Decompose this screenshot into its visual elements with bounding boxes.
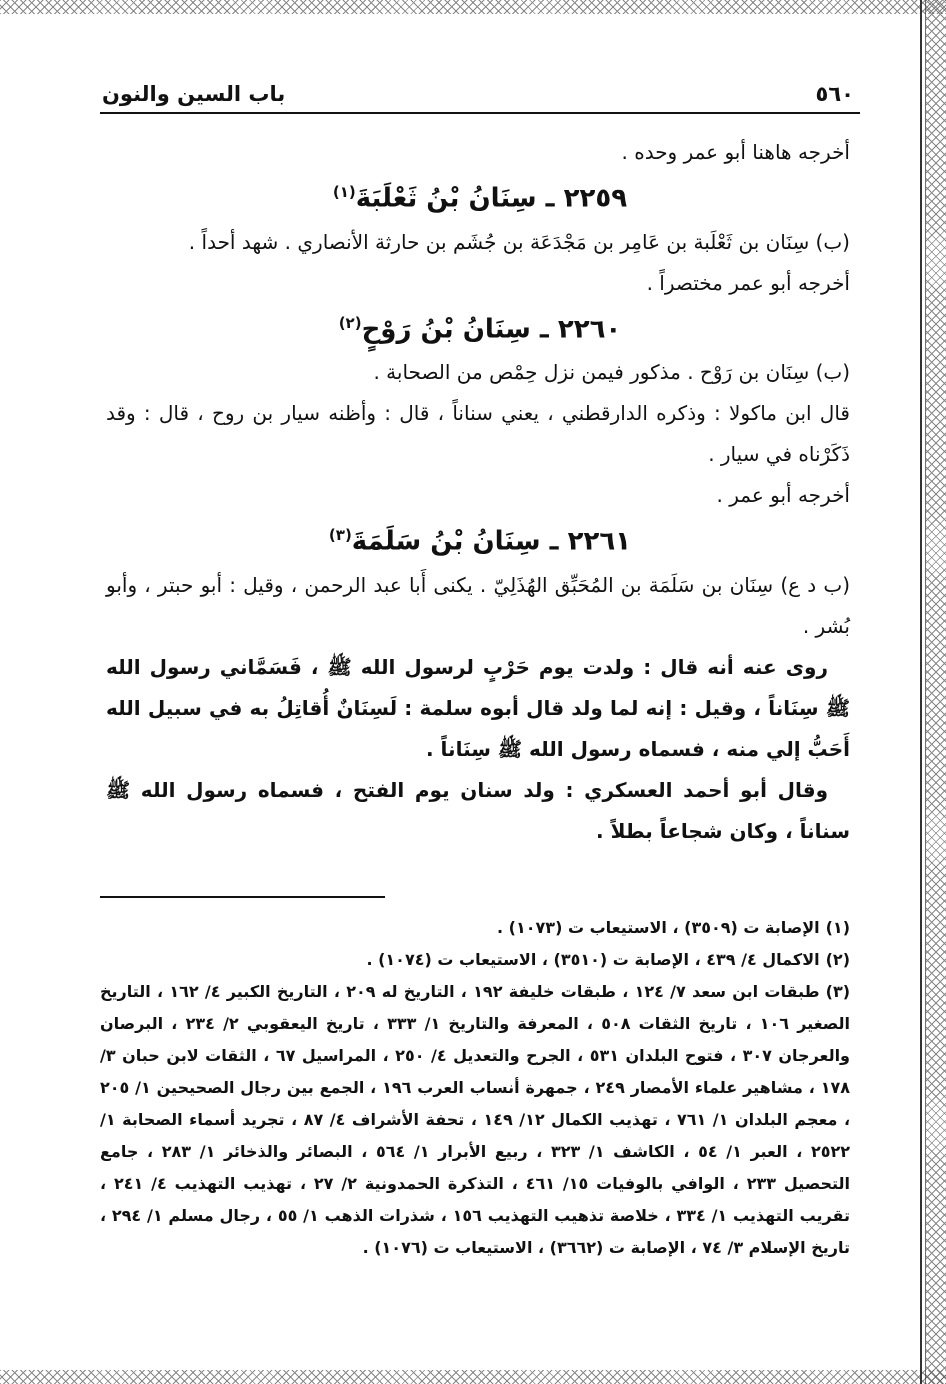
footnote	[100, 944, 860, 976]
paragraph: أخرجه أبو عمر .	[716, 483, 850, 508]
paragraph: أخرجه هاهنا أبو عمر وحده .	[621, 140, 850, 164]
entry-heading	[100, 183, 860, 214]
decorative-border-top	[0, 0, 946, 14]
footnote	[100, 912, 860, 944]
decorative-border-bottom	[0, 1370, 946, 1384]
entry-heading-text: ٢٢٦١ ـ سِنَانُ بْنُ سَلَمَةَ	[351, 526, 632, 557]
footnote-number: (٣)	[825, 981, 851, 1001]
chapter-title: باب السين والنون	[102, 82, 286, 106]
footnote-text: الإصابة ت (٣٥٠٩) ، الاستيعاب ت (١٠٧٣) .	[497, 917, 820, 937]
footnote-ref: (٣)	[328, 526, 352, 545]
border-rule	[920, 0, 922, 1384]
footnote-ref: (١)	[332, 183, 356, 201]
decorative-border-right	[925, 0, 946, 1384]
footnote-text: الاكمال ٤/ ٤٣٩ ، الإصابة ت (٣٥١٠) ، الاستيعاب ت (١٠٧٤) .	[366, 949, 820, 969]
footnote-ref: (٢)	[338, 313, 362, 332]
paragraph: وقال أبو أحمد العسكري : ولد سنان يوم الفتح ، فسماه رسول الله ﷺ سناناً ، وكان شجاعاً بطلاً .	[106, 777, 850, 843]
entry-heading	[100, 526, 860, 557]
footnote-number: (٢)	[825, 949, 850, 969]
paragraph: قال ابن ماكولا : وذكره الدارقطني ، يعني سناناً ، قال : وأظنه سيار بن روح ، قال : وقد ذَكَرْناه في سيار .	[106, 401, 850, 467]
entry-heading-text: ٢٢٦٠ ـ سِنَانُ بْنُ رَوْحٍ	[361, 314, 622, 345]
paragraph: (ب) سِنَان بن رَوْح . مذكور فيمن نزل حِمْص من الصحابة .	[373, 360, 850, 385]
running-header	[100, 78, 860, 114]
page-content	[100, 78, 860, 1264]
footnote-text: طبقات ابن سعد ٧/ ١٢٤ ، طبقات خليفة ١٩٢ ، التاريخ له ٢٠٩ ، التاريخ الكبير ٤/ ١٦٢ ، التاريخ الصغير ١٠٦ ، تاريخ الثقات ٥٠٨ ، المعرفة والتاريخ ١/ ٣٣٣ ، تاريخ اليعقوبي ٢/ ٢٣٤ ، البرصان والعرجان ٣٠٧ ، فتوح البلدان ٥٣١ ، الجرح والتعديل ٤/ ٢٥٠ ، المراسيل ٦٧ ، الثقات لابن حبان ٣/ ١٧٨ ، مشاهير علماء الأمصار ٢٤٩ ، جمهرة أنساب العرب ١٩٦ ، الجمع بين رجال الصحيحين ١/ ٢٠٥ ، معجم البلدان ١/ ٧٦١ ، تهذيب الكمال ١٢/ ١٤٩ ، تحفة الأشراف ٤/ ٨٧ ، تجريد أسماء الصحابة ١/ ٢٥٢٢ ، العبر ١/ ٥٤ ، الكاشف ١/ ٣٢٣ ، ربيع الأبرار ١/ ٥٦٤ ، البصائر والذخائر ١/ ٢٨٣ ، جامع التحصيل ٢٣٣ ، الوافي بالوفيات ١٥/ ٤٦١ ، التذكرة الحمدونية ٢/ ٢٧ ، تهذيب التهذيب ٤/ ٢٤١ ، تقريب التهذيب ١/ ٣٣٤ ، خلاصة تذهيب التهذيب ١٥٦ ، شذرات الذهب ١/ ٥٥ ، رجال مسلم ١/ ٢٩٤ ، تاريخ الإسلام ٣/ ٧٤ ، الإصابة ت (٣٦٦٢) ، الاستيعاب ت (١٠٧٦) .	[100, 981, 851, 1257]
paragraph: روى عنه أنه قال : ولدت يوم حَرْبٍ لرسول الله ﷺ ، فَسَمَّاني رسول الله ﷺ سِنَاناً ، وقيل : إنه لما ولد قال أبوه سلمة : لَسِنَانٌ أُقاتِلُ به في سبيل الله أَحَبُّ إلي منه ، فسماه رسول الله ﷺ سِنَاناً .	[106, 654, 850, 761]
footnote-number: (١)	[825, 917, 850, 937]
footnote	[100, 976, 860, 1264]
paragraph: (ب) سِنَان بن ثَعْلَبة بن عَامِر بن مَجْدَعَة بن جُشَم بن حارثة الأنصاري . شهد أحداً .	[188, 229, 850, 254]
paragraph: أخرجه أبو عمر مختصراً .	[646, 270, 850, 295]
footnote-separator	[100, 896, 385, 898]
entry-heading	[100, 314, 860, 345]
entry-heading-text: ٢٢٥٩ ـ سِنَانُ بْنُ ثَعْلَبَةَ	[355, 183, 628, 214]
footnotes	[100, 912, 860, 1264]
page-number: ٥٦٠	[815, 82, 854, 106]
paragraph: (ب د ع) سِنَان بن سَلَمَة بن المُحَبِّق الهُذَلِيّ . يكنى أَبا عبد الرحمن ، وقيل : أبو حبتر ، وأبو بُشر .	[106, 572, 850, 638]
